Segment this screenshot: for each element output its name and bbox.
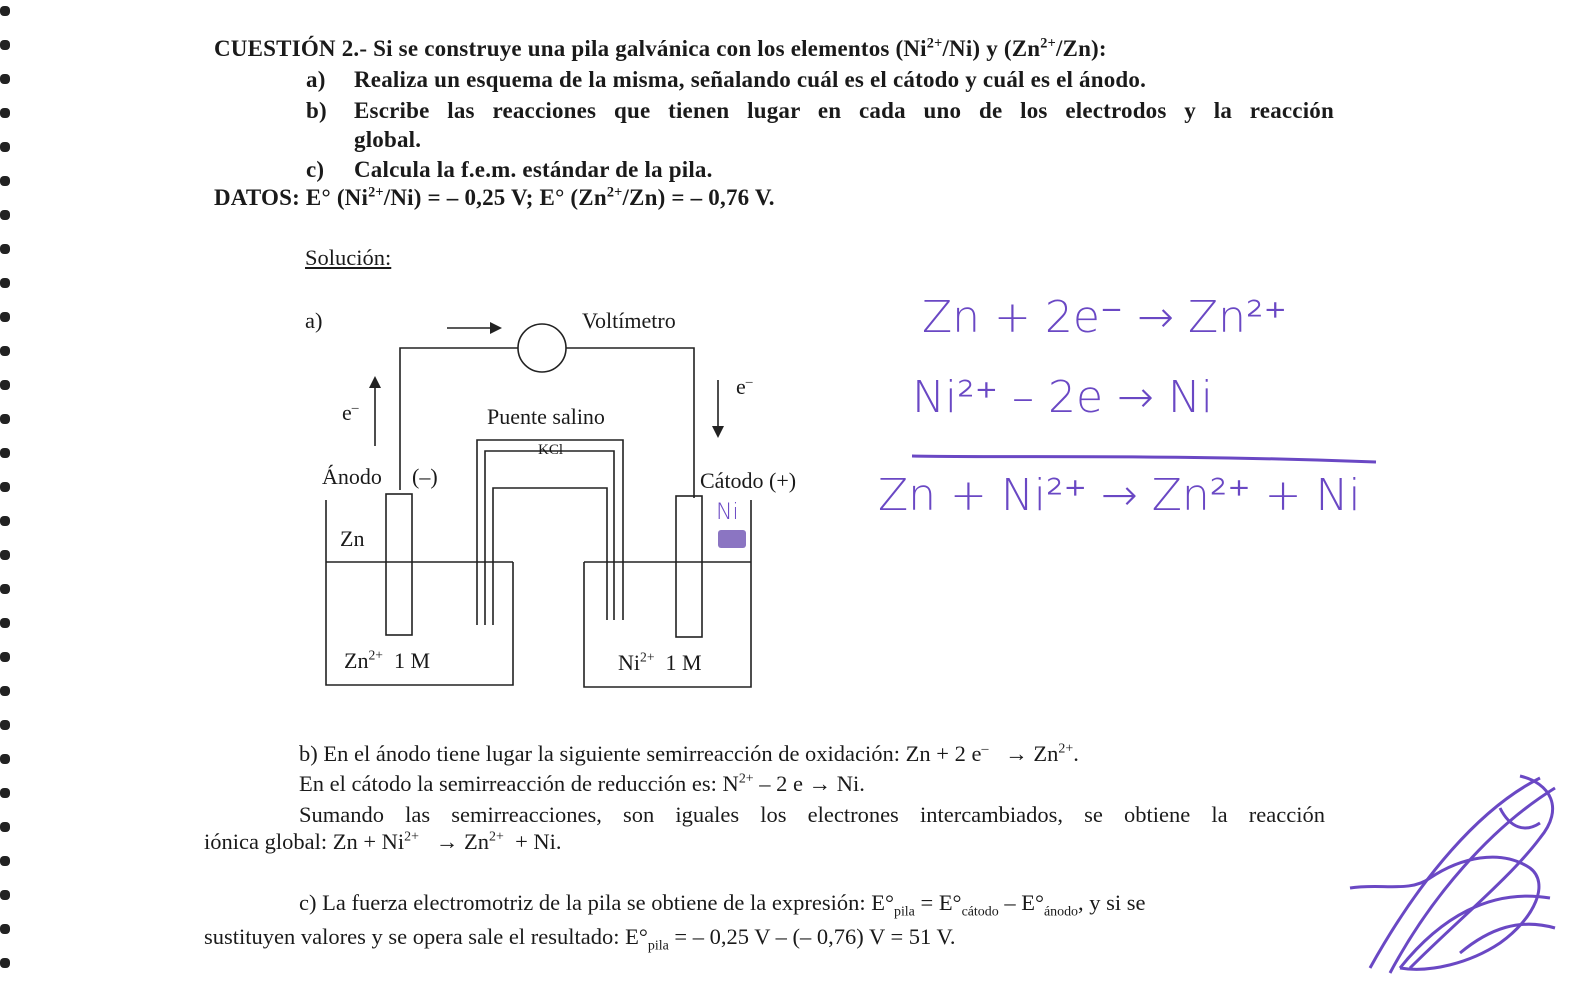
anode-label: Ánodo [322,464,382,489]
anode-sign: (–) [412,464,438,489]
question-item-c: c) [306,157,325,182]
electron-label-right: e– [736,373,753,399]
scribble-mark [718,530,746,548]
question-item-c-text: Calcula la f.e.m. estándar de la pila. [354,157,713,182]
question-item-b-cont: global. [354,127,422,152]
spiral-binding [0,0,14,982]
handwritten-signature [1340,768,1575,978]
question-title: CUESTIÓN 2.- Si se construye una pila galvánica con los elementos $(Ni^{2+}/Ni)$ y $(Zn^{2+}/Zn)$: [214,35,1107,61]
part-a-label: a) [305,308,323,333]
electron-arrow-right-head [712,426,724,438]
zn-electrode [386,494,412,635]
electron-label-left: e– [342,399,359,425]
solution-heading: Solución: [305,245,392,270]
handwritten-eq3: Zn + Ni²⁺ → Zn²⁺ + Ni [878,470,1361,521]
question-item-a-text: Realiza un esquema de la misma, señalando cuál es el cátodo y cuál es el ánodo. [354,67,1147,92]
kcl-label: KCl [538,442,564,458]
part-c-line1: c) La fuerza electromotriz de la pila se obtiene de la expresión: $E^\circ_{pila} = E^\circ_{cátodo} - E^\circ_{ánodo}$, y si se [299,890,1146,920]
zn-electrode-label: Zn [340,526,365,551]
current-arrow-head [490,322,502,334]
part-c-line2: sustituyen valores y se opera sale el resultado: $E^\circ_{pila}$ = – 0,25 V – (– 0,76) V = 51 V. [204,924,956,954]
electron-arrow-left-head [369,376,381,388]
galvanic-cell-diagram [300,290,840,710]
datos-line: DATOS: E° $(Ni^{2+}/Ni)$ = – 0,25 V; E° $(Zn^{2+}/Zn)$ = – 0,76 V. [214,184,775,210]
handwritten-sum-line [910,448,1380,468]
salt-bridge-label: Puente salino [487,404,605,429]
ni-solution-label: $Ni^{2+}$ 1 M [618,649,702,675]
cathode-label: Cátodo (+) [700,468,797,493]
handwritten-eq2: Ni²⁺ – 2e → Ni [912,372,1214,423]
salt-bridge-inner [493,488,607,625]
ni-electrode [676,496,702,637]
question-item-b-text: Escribe las reacciones que tienen lugar en cada uno de los electrodos y la reacción [354,98,1334,123]
part-b-line3: Sumando las semirreacciones, son iguales los electrones intercambiados, se obtiene la reacción [299,802,1325,827]
question-item-a: a) [306,67,326,92]
voltmeter-symbol [518,324,566,372]
handwritten-ni-label: Ni [716,500,739,525]
question-item-b: b) [306,98,327,123]
part-b-line4: iónica global: $Zn + Ni^{2+}$ → $Zn^{2+} + Ni$. [204,829,562,854]
part-b-line1: b) En el ánodo tiene lugar la siguiente semirreacción de oxidación: Zn + 2 e– → $Zn^{2+}$. [299,741,1079,766]
voltmeter-label: Voltímetro [582,308,676,333]
zn-solution-label: $Zn^{2+}$ 1 M [344,647,431,673]
handwritten-eq1: Zn + 2e⁻ → Zn²⁺ [922,292,1287,343]
part-b-line2: En el cátodo la semirreacción de reducción es: $N^{2+} - 2$ e → Ni. [299,771,865,796]
salt-bridge-outer [477,440,623,625]
